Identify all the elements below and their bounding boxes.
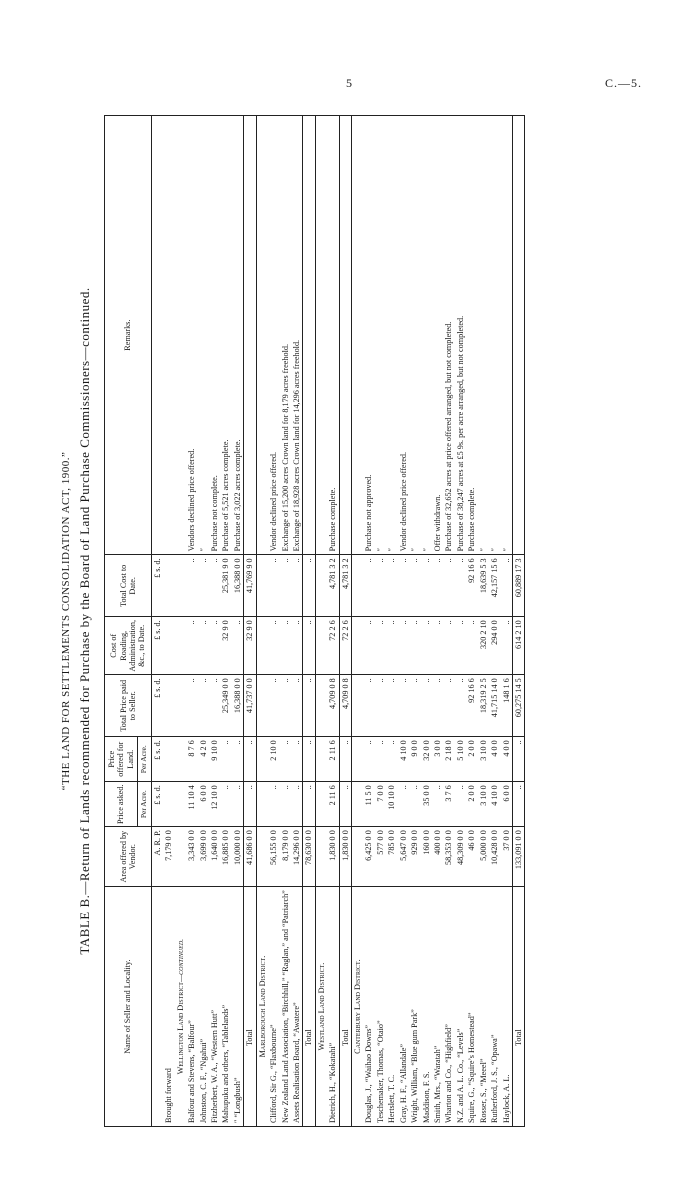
cell-name: Smith, Mrs., “Waratah” bbox=[432, 887, 443, 1127]
cell-asked: .. bbox=[398, 782, 409, 827]
cell-area: 1,830 0 0 bbox=[327, 827, 339, 887]
cell-total: .. bbox=[501, 555, 513, 617]
total-paid: 60,275 14 5 bbox=[512, 675, 524, 737]
cell-area: 5,000 0 0 bbox=[478, 827, 489, 887]
cell-paid: .. bbox=[280, 675, 291, 737]
section-canterbury: Canterbury Land District. bbox=[352, 887, 364, 1127]
table-row bbox=[186, 116, 197, 1127]
section-continued: —continued. bbox=[175, 938, 185, 983]
col-total-cost-header: Total Cost to Date. bbox=[105, 555, 152, 617]
total-roading: .. bbox=[303, 617, 315, 675]
cell-roading: .. bbox=[398, 617, 409, 675]
cell-remarks: Purchase not approved. bbox=[363, 116, 374, 555]
cell-asked: 12 10 0 bbox=[209, 782, 220, 827]
cell-area: 16,885 0 0 bbox=[220, 827, 231, 887]
total-paid: 4,709 0 8 bbox=[339, 675, 351, 737]
brought-forward-area: 7,179 0 0 bbox=[163, 827, 174, 887]
cell-paid: .. bbox=[186, 675, 197, 737]
total-asked: .. bbox=[512, 782, 524, 827]
total-roading: 32 9 0 bbox=[244, 617, 256, 675]
cell-total: .. bbox=[375, 555, 386, 617]
cell-offered: .. bbox=[386, 737, 397, 782]
cell-total: .. bbox=[280, 555, 291, 617]
cell-asked: 3 10 0 bbox=[478, 782, 489, 827]
cell-total: 42,157 15 6 bbox=[489, 555, 500, 617]
cell-total: 16,388 0 0 bbox=[232, 555, 244, 617]
cell-paid: .. bbox=[421, 675, 432, 737]
cell-asked: 7 0 0 bbox=[375, 782, 386, 827]
table-row bbox=[398, 116, 409, 1127]
cell-area: 46 0 0 bbox=[466, 827, 477, 887]
cell-asked: .. bbox=[455, 782, 466, 827]
cell-remarks: Vendor declined price offered. bbox=[268, 116, 279, 555]
total-paid: 41,737 0 0 bbox=[244, 675, 256, 737]
cell-offered: 2 11 6 bbox=[327, 737, 339, 782]
col-remarks-header: Remarks. bbox=[105, 116, 152, 555]
table-row bbox=[432, 116, 443, 1127]
cell-total: .. bbox=[268, 555, 279, 617]
cell-asked: 11 10 4 bbox=[186, 782, 197, 827]
cell-asked: 6 0 0 bbox=[198, 782, 209, 827]
cell-asked: 35 0 0 bbox=[421, 782, 432, 827]
total-remarks bbox=[244, 116, 256, 555]
cell-offered: .. bbox=[291, 737, 303, 782]
cell-offered: 4 2 0 bbox=[198, 737, 209, 782]
cell-offered: .. bbox=[363, 737, 374, 782]
cell-roading: .. bbox=[455, 617, 466, 675]
col-offered-header: Price offered for Land. bbox=[105, 737, 138, 782]
total-area: 78,630 0 0 bbox=[303, 827, 315, 887]
table-row bbox=[443, 116, 454, 1127]
cell-paid: .. bbox=[291, 675, 303, 737]
cell-total: 92 16 6 bbox=[466, 555, 477, 617]
col-roading-header: Cost of Roading, Administration, &c., to Date. bbox=[105, 617, 152, 675]
table-row bbox=[291, 116, 303, 1127]
table-row bbox=[209, 116, 220, 1127]
header-row bbox=[105, 116, 138, 1127]
cell-area: 785 0 0 bbox=[386, 827, 397, 887]
cell-roading: .. bbox=[443, 617, 454, 675]
cell-area: 14,296 0 0 bbox=[291, 827, 303, 887]
cell-asked: .. bbox=[432, 782, 443, 827]
cell-offered: .. bbox=[232, 737, 244, 782]
cell-area: 3,343 0 0 bbox=[186, 827, 197, 887]
cell-remarks: Exchange of 15,200 acres Crown land for 8,179 acres freehold. bbox=[280, 116, 291, 555]
cell-total: .. bbox=[398, 555, 409, 617]
cell-remarks: Purchase of 5,521 acres complete. bbox=[220, 116, 231, 555]
total-total: 41,769 9 0 bbox=[244, 555, 256, 617]
cell-roading: 32 9 0 bbox=[220, 617, 231, 675]
cell-total: 18,639 5 3 bbox=[478, 555, 489, 617]
cell-remarks: Exchange of 18,928 acres Crown land for 14,296 acres freehold. bbox=[291, 116, 303, 555]
total-label: Total bbox=[244, 887, 256, 1127]
cell-remarks: Purchase of 32,652 acres at price offered arranged, but not completed. bbox=[443, 116, 454, 555]
cell-paid: .. bbox=[386, 675, 397, 737]
cell-offered: .. bbox=[375, 737, 386, 782]
cell-total: .. bbox=[421, 555, 432, 617]
cell-paid: .. bbox=[363, 675, 374, 737]
cell-offered: 3 10 0 bbox=[478, 737, 489, 782]
cell-area: 48,309 0 0 bbox=[455, 827, 466, 887]
cell-roading: .. bbox=[291, 617, 303, 675]
cell-offered: .. bbox=[280, 737, 291, 782]
cell-asked: .. bbox=[232, 782, 244, 827]
cell-offered: 4 0 0 bbox=[489, 737, 500, 782]
section-row bbox=[256, 116, 268, 1127]
units-row bbox=[151, 116, 163, 1127]
total-total: .. bbox=[303, 555, 315, 617]
col-paid-header: Total Price paid to Seller. bbox=[105, 675, 152, 737]
cell-roading: .. bbox=[280, 617, 291, 675]
cell-name: Balfour and Stevens, “Balfour” bbox=[186, 887, 197, 1127]
cell-remarks: Purchase complete. bbox=[327, 116, 339, 555]
cell-roading: .. bbox=[421, 617, 432, 675]
brought-forward-label: Brought forward bbox=[163, 887, 174, 1127]
cell-name: Rosser, S., “Meeel” bbox=[478, 887, 489, 1127]
cell-paid: .. bbox=[375, 675, 386, 737]
cell-asked: .. bbox=[280, 782, 291, 827]
cell-offered: 9 10 0 bbox=[209, 737, 220, 782]
cell-area: 10,000 0 0 bbox=[232, 827, 244, 887]
total-asked: .. bbox=[244, 782, 256, 827]
total-row bbox=[512, 116, 524, 1127]
cell-total: .. bbox=[455, 555, 466, 617]
section-row bbox=[315, 116, 327, 1127]
cell-remarks: Purchase of 3,022 acres complete. bbox=[232, 116, 244, 555]
cell-paid: .. bbox=[455, 675, 466, 737]
cell-remarks: ″ bbox=[409, 116, 420, 555]
cell-name: Haylock, A. L. bbox=[501, 887, 513, 1127]
cell-name: Gray, H. F., “Allandale” bbox=[398, 887, 409, 1127]
cell-total: .. bbox=[291, 555, 303, 617]
cell-offered: 4 0 0 bbox=[501, 737, 513, 782]
cell-name: New Zealand Land Association, “Birchhill,” “Raglan,” and “Patriarch” bbox=[280, 887, 291, 1127]
paid-units: £ s. d. bbox=[151, 675, 163, 737]
section-westland: Westland Land District. bbox=[315, 887, 327, 1127]
page-reference: C.—5. bbox=[604, 76, 642, 90]
rotated-page-content bbox=[60, 115, 640, 1127]
cell-area: 929 0 0 bbox=[409, 827, 420, 887]
total-remarks bbox=[512, 116, 524, 555]
cell-asked: .. bbox=[291, 782, 303, 827]
cell-total: 25,381 9 0 bbox=[220, 555, 231, 617]
cell-remarks: ″ bbox=[489, 116, 500, 555]
section-row bbox=[175, 116, 186, 1127]
asked-units: £ s. d. bbox=[151, 782, 163, 827]
cell-paid: 18,319 2 5 bbox=[478, 675, 489, 737]
roading-units: £ s. d. bbox=[151, 617, 163, 675]
cell-name: Assets Realisation Board, “Awatere” bbox=[291, 887, 303, 1127]
cell-roading: .. bbox=[232, 617, 244, 675]
asked-per-acre-header: Per Acre. bbox=[138, 782, 152, 827]
brought-forward-row bbox=[163, 116, 174, 1127]
cell-remarks: ″ bbox=[198, 116, 209, 555]
cell-roading: .. bbox=[198, 617, 209, 675]
section-row bbox=[352, 116, 364, 1127]
cell-roading: .. bbox=[386, 617, 397, 675]
cell-name: Johnston, C. F., “Ngahui” bbox=[198, 887, 209, 1127]
table-row bbox=[489, 116, 500, 1127]
cell-area: 5,647 0 0 bbox=[398, 827, 409, 887]
cell-name: Wharton and Co., “Highfield” bbox=[443, 887, 454, 1127]
cell-offered: 32 0 0 bbox=[421, 737, 432, 782]
total-row bbox=[303, 116, 315, 1127]
cell-roading: 72 2 6 bbox=[327, 617, 339, 675]
cell-roading: .. bbox=[409, 617, 420, 675]
cell-paid: .. bbox=[198, 675, 209, 737]
cell-offered: 9 0 0 bbox=[409, 737, 420, 782]
section-wellington: Wellington Land District bbox=[175, 982, 185, 1075]
table-body bbox=[151, 116, 525, 1127]
cell-paid: .. bbox=[268, 675, 279, 737]
cell-asked: 6 0 0 bbox=[501, 782, 513, 827]
col-area-header: Area offered by Vendor. bbox=[105, 827, 152, 887]
cell-roading: .. bbox=[501, 617, 513, 675]
table-row bbox=[386, 116, 397, 1127]
cell-paid: .. bbox=[409, 675, 420, 737]
cell-roading: .. bbox=[363, 617, 374, 675]
table-row bbox=[466, 116, 477, 1127]
cell-roading: 294 0 0 bbox=[489, 617, 500, 675]
table-row bbox=[501, 116, 513, 1127]
cell-remarks: ″ bbox=[386, 116, 397, 555]
total-asked: .. bbox=[303, 782, 315, 827]
cell-total: 4,781 3 2 bbox=[327, 555, 339, 617]
cell-paid: 41,715 14 0 bbox=[489, 675, 500, 737]
cell-area: 56,155 0 0 bbox=[268, 827, 279, 887]
table-row bbox=[220, 116, 231, 1127]
cell-area: 37 0 0 bbox=[501, 827, 513, 887]
col-asked-header: Price asked. bbox=[105, 782, 138, 827]
offered-per-acre-header: Per Acre. bbox=[138, 737, 152, 782]
cell-remarks: Offer withdrawn. bbox=[432, 116, 443, 555]
cell-remarks: ″ bbox=[478, 116, 489, 555]
cell-name: Teschemaker, Thomas, “Otaio” bbox=[375, 887, 386, 1127]
cell-remarks: Vendor declined price offered. bbox=[398, 116, 409, 555]
cell-total: .. bbox=[443, 555, 454, 617]
cell-area: 10,428 0 0 bbox=[489, 827, 500, 887]
cell-name: Squire, G., “Squire’s Homestead” bbox=[466, 887, 477, 1127]
table-row bbox=[280, 116, 291, 1127]
cell-remarks: Vendors declined price offered. bbox=[186, 116, 197, 555]
total-units: £ s. d. bbox=[151, 555, 163, 617]
table-row bbox=[375, 116, 386, 1127]
total-roading: 72 2 6 bbox=[339, 617, 351, 675]
cell-offered: 2 18 0 bbox=[443, 737, 454, 782]
cell-remarks: Purchase not complete. bbox=[209, 116, 220, 555]
total-offered: .. bbox=[512, 737, 524, 782]
cell-asked: 11 5 0 bbox=[363, 782, 374, 827]
cell-asked: 4 10 0 bbox=[489, 782, 500, 827]
cell-name: Maddison, F. S. bbox=[421, 887, 432, 1127]
area-units: A. R. P. bbox=[151, 827, 163, 887]
total-remarks bbox=[303, 116, 315, 555]
total-total: 4,781 3 2 bbox=[339, 555, 351, 617]
cell-total: .. bbox=[386, 555, 397, 617]
cell-asked: 2 0 0 bbox=[466, 782, 477, 827]
cell-name: Fitzherbert, W. A., “Western Hutt” bbox=[209, 887, 220, 1127]
cell-name: Rutherford, J. S., “Opawa” bbox=[489, 887, 500, 1127]
cell-area: 58,353 0 0 bbox=[443, 827, 454, 887]
total-total: 60,889 17 3 bbox=[512, 555, 524, 617]
cell-remarks: ″ bbox=[375, 116, 386, 555]
table-row bbox=[268, 116, 279, 1127]
land-purchase-table bbox=[104, 115, 525, 1127]
cell-asked: .. bbox=[268, 782, 279, 827]
total-roading: 614 2 10 bbox=[512, 617, 524, 675]
cell-area: 6,425 0 0 bbox=[363, 827, 374, 887]
cell-name: ″ “Longbush” bbox=[232, 887, 244, 1127]
cell-asked: 2 11 6 bbox=[327, 782, 339, 827]
cell-roading: .. bbox=[375, 617, 386, 675]
total-offered: .. bbox=[244, 737, 256, 782]
cell-name: Wright, William, “Blue gum Park” bbox=[409, 887, 420, 1127]
cell-paid: 4,709 0 8 bbox=[327, 675, 339, 737]
cell-total: .. bbox=[209, 555, 220, 617]
cell-area: 160 0 0 bbox=[421, 827, 432, 887]
table-row bbox=[232, 116, 244, 1127]
cell-name: N.Z. and A. L. Co., “Levels” bbox=[455, 887, 466, 1127]
page-number: 5 bbox=[346, 76, 352, 90]
cell-name: Mahupuku and others, “Tablelands” bbox=[220, 887, 231, 1127]
cell-total: .. bbox=[186, 555, 197, 617]
table-title: TABLE B.—Return of Lands recommended for Purchase by the Board of Land Purchase Commissioners—continued. bbox=[77, 287, 92, 955]
cell-name: Douglas, J., “Waihao Downs” bbox=[363, 887, 374, 1127]
cell-remarks: Purchase of 38,247 acres at £5 9s. per acre arranged, but not completed. bbox=[455, 116, 466, 555]
cell-offered: 2 0 0 bbox=[466, 737, 477, 782]
cell-asked: 3 7 6 bbox=[443, 782, 454, 827]
total-remarks bbox=[339, 116, 351, 555]
total-label: Total bbox=[339, 887, 351, 1127]
cell-paid: 92 16 6 bbox=[466, 675, 477, 737]
cell-paid: .. bbox=[432, 675, 443, 737]
total-area: 133,091 0 0 bbox=[512, 827, 524, 887]
cell-offered: 4 10 0 bbox=[398, 737, 409, 782]
cell-roading: .. bbox=[209, 617, 220, 675]
total-area: 41,686 0 0 bbox=[244, 827, 256, 887]
total-label: Total bbox=[512, 887, 524, 1127]
cell-roading: .. bbox=[268, 617, 279, 675]
cell-name: Hertslett, T. C. bbox=[386, 887, 397, 1127]
cell-total: .. bbox=[432, 555, 443, 617]
table-row bbox=[409, 116, 420, 1127]
total-offered: .. bbox=[303, 737, 315, 782]
cell-paid: 16,388 0 0 bbox=[232, 675, 244, 737]
total-offered: .. bbox=[339, 737, 351, 782]
cell-offered: 3 0 0 bbox=[432, 737, 443, 782]
cell-area: 577 0 0 bbox=[375, 827, 386, 887]
cell-asked: 10 10 0 bbox=[386, 782, 397, 827]
cell-asked: .. bbox=[220, 782, 231, 827]
table-row bbox=[455, 116, 466, 1127]
table-row bbox=[478, 116, 489, 1127]
cell-name: Dietrich, H., “Kokatahi” bbox=[327, 887, 339, 1127]
cell-paid: .. bbox=[209, 675, 220, 737]
cell-remarks: Purchase complete. bbox=[466, 116, 477, 555]
cell-offered: 2 10 0 bbox=[268, 737, 279, 782]
offered-units: £ s. d. bbox=[151, 737, 163, 782]
cell-asked: .. bbox=[409, 782, 420, 827]
cell-total: .. bbox=[198, 555, 209, 617]
cell-roading: 320 2 10 bbox=[478, 617, 489, 675]
cell-roading: .. bbox=[466, 617, 477, 675]
cell-paid: 148 1 6 bbox=[501, 675, 513, 737]
cell-total: .. bbox=[409, 555, 420, 617]
cell-area: 8,179 0 0 bbox=[280, 827, 291, 887]
table-row bbox=[327, 116, 339, 1127]
cell-remarks: ″ bbox=[421, 116, 432, 555]
total-area: 1,830 0 0 bbox=[339, 827, 351, 887]
cell-area: 400 0 0 bbox=[432, 827, 443, 887]
cell-roading: .. bbox=[432, 617, 443, 675]
cell-offered: .. bbox=[220, 737, 231, 782]
table-row bbox=[198, 116, 209, 1127]
cell-remarks: ″ bbox=[501, 116, 513, 555]
cell-paid: 25,349 0 0 bbox=[220, 675, 231, 737]
col-name-header: Name of Seller and Locality. bbox=[105, 887, 152, 1127]
total-row bbox=[339, 116, 351, 1127]
cell-offered: 5 10 0 bbox=[455, 737, 466, 782]
table-row bbox=[421, 116, 432, 1127]
cell-area: 3,699 0 0 bbox=[198, 827, 209, 887]
section-marlborough: Marlborough Land District. bbox=[256, 887, 268, 1127]
cell-total: .. bbox=[363, 555, 374, 617]
total-row bbox=[244, 116, 256, 1127]
cell-paid: .. bbox=[443, 675, 454, 737]
total-paid: .. bbox=[303, 675, 315, 737]
cell-roading: .. bbox=[186, 617, 197, 675]
table-row bbox=[363, 116, 374, 1127]
total-label: Total bbox=[303, 887, 315, 1127]
act-title: “THE LAND FOR SETTLEMENTS CONSOLIDATION ACT, 1900.” bbox=[60, 451, 72, 791]
cell-name: Clifford, Sir G., “Flaxbourne” bbox=[268, 887, 279, 1127]
cell-offered: 8 7 6 bbox=[186, 737, 197, 782]
cell-area: 1,640 0 0 bbox=[209, 827, 220, 887]
total-asked: .. bbox=[339, 782, 351, 827]
cell-paid: .. bbox=[398, 675, 409, 737]
